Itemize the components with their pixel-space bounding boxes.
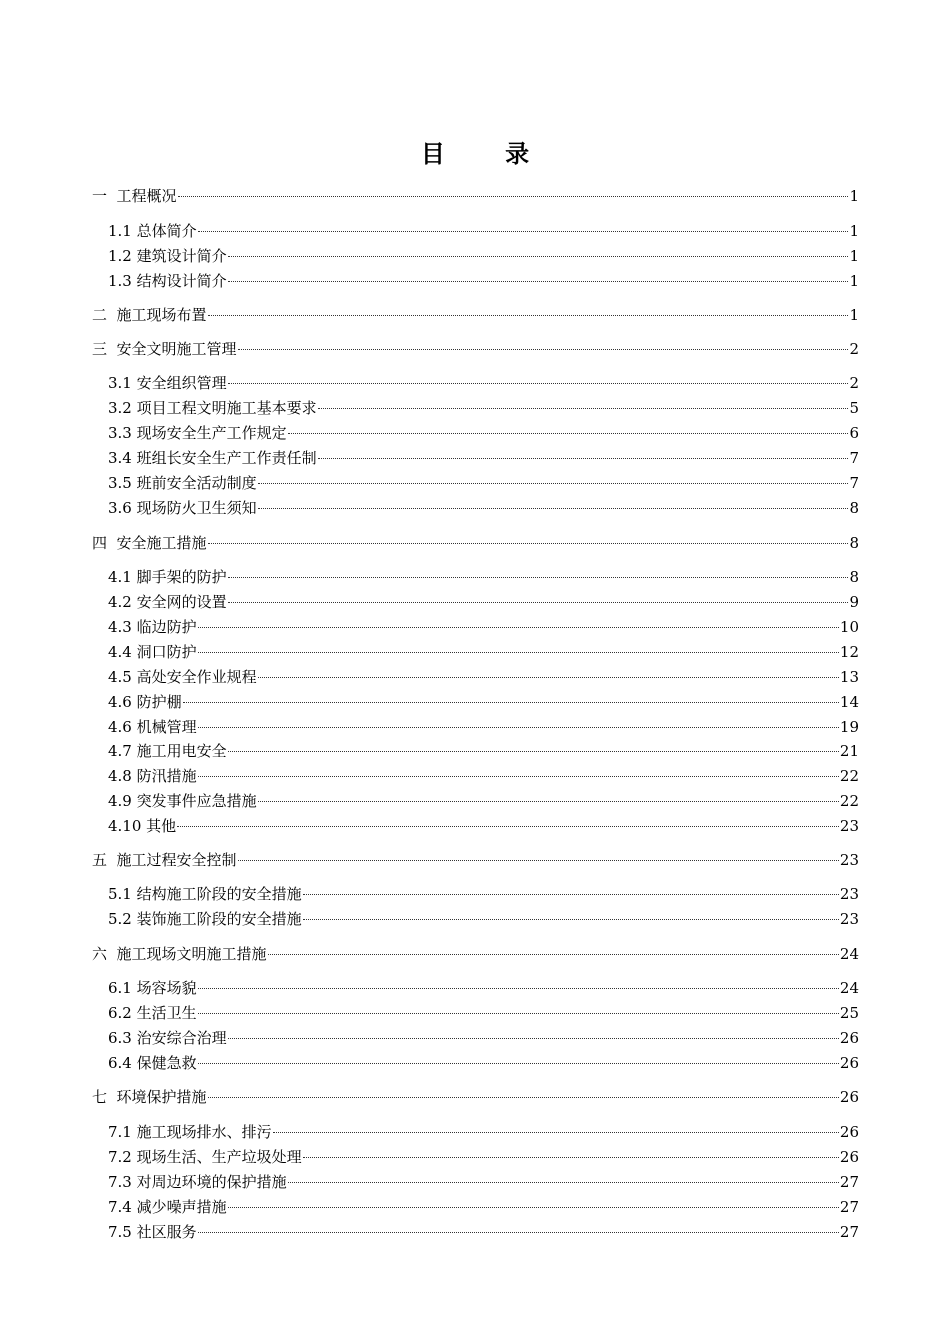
dot-leader	[198, 652, 839, 653]
toc-entry-page-number: 26	[839, 1088, 859, 1106]
toc-entry-page-number: 27	[839, 1173, 859, 1191]
dot-leader	[228, 281, 849, 282]
toc-chapter-entry[interactable]	[92, 304, 859, 326]
dot-leader	[228, 1207, 839, 1208]
dot-leader	[198, 1232, 839, 1233]
toc-entry-page-number: 27	[839, 1198, 859, 1216]
toc-entry-label: 6.1 场容场貌	[108, 979, 197, 997]
toc-entry-page-number: 23	[839, 817, 859, 835]
toc-entry-page-number: 22	[839, 792, 859, 810]
dot-leader	[303, 919, 839, 920]
toc-entry-page-number: 8	[849, 534, 859, 552]
dot-leader	[288, 1182, 839, 1183]
dot-leader	[238, 349, 849, 350]
dot-leader	[178, 196, 849, 197]
toc-section-entry[interactable]	[108, 1052, 859, 1074]
toc-entry-label: 4.4 洞口防护	[108, 643, 197, 661]
toc-entry-label: 5.1 结构施工阶段的安全措施	[108, 885, 302, 903]
toc-section-entry[interactable]	[108, 270, 859, 292]
toc-entry-label: 四 安全施工措施	[92, 534, 207, 552]
dot-leader	[258, 508, 849, 509]
toc-section-entry[interactable]	[108, 245, 859, 267]
dot-leader	[198, 776, 839, 777]
toc-entry-label: 4.9 突发事件应急措施	[108, 792, 257, 810]
toc-entry-page-number: 5	[849, 399, 859, 417]
toc-entry-label: 一 工程概况	[92, 187, 177, 205]
toc-entry-page-number: 1	[849, 222, 859, 240]
toc-entry-page-number: 24	[839, 979, 859, 997]
toc-entry-label: 4.8 防汛措施	[108, 767, 197, 785]
dot-leader	[198, 1013, 839, 1014]
toc-section-entry[interactable]	[108, 908, 859, 930]
toc-entry-label: 4.6 防护棚	[108, 693, 182, 711]
toc-entry-label: 五 施工过程安全控制	[92, 851, 237, 869]
dot-leader	[177, 826, 839, 827]
toc-entry-label: 1.3 结构设计简介	[108, 272, 227, 290]
toc-section-entry[interactable]	[108, 397, 859, 419]
toc-entry-label: 7.3 对周边环境的保护措施	[108, 1173, 287, 1191]
dot-leader	[198, 231, 849, 232]
toc-section-entry[interactable]	[108, 1171, 859, 1193]
toc-entry-label: 二 施工现场布置	[92, 306, 207, 324]
toc-entry-label: 6.4 保健急救	[108, 1054, 197, 1072]
dot-leader	[288, 433, 849, 434]
dot-leader	[198, 1063, 839, 1064]
dot-leader	[228, 383, 849, 384]
toc-section-entry[interactable]	[108, 616, 859, 638]
toc-entry-label: 3.4 班组长安全生产工作责任制	[108, 449, 317, 467]
toc-section-entry[interactable]	[108, 220, 859, 242]
dot-leader	[183, 702, 839, 703]
toc-section-entry[interactable]	[108, 566, 859, 588]
toc-section-entry[interactable]	[108, 591, 859, 613]
toc-entry-page-number: 6	[849, 424, 859, 442]
toc-entry-page-number: 26	[839, 1123, 859, 1141]
toc-chapter-entry[interactable]	[92, 943, 859, 965]
toc-section-entry[interactable]	[108, 691, 859, 713]
toc-entry-page-number: 1	[849, 272, 859, 290]
toc-section-entry[interactable]	[108, 497, 859, 519]
toc-section-entry[interactable]	[108, 1002, 859, 1024]
toc-entry-page-number: 23	[839, 885, 859, 903]
toc-entry-page-number: 2	[849, 340, 859, 358]
toc-entry-label: 4.1 脚手架的防护	[108, 568, 227, 586]
dot-leader	[198, 727, 839, 728]
toc-section-entry[interactable]	[108, 790, 859, 812]
toc-entry-label: 7.2 现场生活、生产垃圾处理	[108, 1148, 302, 1166]
toc-entry-page-number: 7	[849, 449, 859, 467]
toc-entry-label: 1.2 建筑设计简介	[108, 247, 227, 265]
dot-leader	[303, 1157, 839, 1158]
dot-leader	[228, 577, 849, 578]
toc-entry-page-number: 8	[849, 568, 859, 586]
toc-entry-page-number: 23	[839, 851, 859, 869]
dot-leader	[318, 408, 849, 409]
dot-leader	[208, 543, 849, 544]
toc-section-entry[interactable]	[108, 372, 859, 394]
toc-section-entry[interactable]	[108, 422, 859, 444]
toc-section-entry[interactable]	[108, 1196, 859, 1218]
toc-entry-label: 3.5 班前安全活动制度	[108, 474, 257, 492]
dot-leader	[228, 751, 839, 752]
toc-entry-page-number: 24	[839, 945, 859, 963]
dot-leader	[228, 1038, 839, 1039]
toc-section-entry[interactable]	[108, 977, 859, 999]
toc-entry-page-number: 7	[849, 474, 859, 492]
toc-entry-page-number: 14	[839, 693, 859, 711]
dot-leader	[258, 801, 839, 802]
toc-entry-label: 5.2 装饰施工阶段的安全措施	[108, 910, 302, 928]
toc-chapter-entry[interactable]	[92, 849, 859, 871]
dot-leader	[228, 602, 849, 603]
toc-section-entry[interactable]	[108, 666, 859, 688]
dot-leader	[198, 988, 839, 989]
toc-title: 目 录	[420, 140, 556, 168]
toc-section-entry[interactable]	[108, 716, 859, 738]
toc-section-entry[interactable]	[108, 1221, 859, 1243]
toc-entry-page-number: 25	[839, 1004, 859, 1022]
toc-entry-page-number: 2	[849, 374, 859, 392]
toc-entry-label: 3.3 现场安全生产工作规定	[108, 424, 287, 442]
toc-section-entry[interactable]	[108, 740, 859, 762]
toc-entry-label: 六 施工现场文明施工措施	[92, 945, 267, 963]
toc-entry-label: 4.10 其他	[108, 817, 177, 835]
toc-entry-label: 3.2 项目工程文明施工基本要求	[108, 399, 317, 417]
toc-entry-page-number: 12	[839, 643, 859, 661]
toc-section-entry[interactable]	[108, 641, 859, 663]
toc-entry-label: 7.5 社区服务	[108, 1223, 197, 1241]
toc-entry-label: 6.2 生活卫生	[108, 1004, 197, 1022]
toc-entry-page-number: 10	[839, 618, 859, 636]
toc-entry-label: 4.2 安全网的设置	[108, 593, 227, 611]
dot-leader	[208, 315, 849, 316]
toc-entry-page-number: 19	[839, 718, 859, 736]
toc-entry-page-number: 23	[839, 910, 859, 928]
toc-entry-page-number: 1	[849, 247, 859, 265]
toc-entry-label: 6.3 治安综合治理	[108, 1029, 227, 1047]
toc-entry-page-number: 13	[839, 668, 859, 686]
toc-entry-label: 1.1 总体简介	[108, 222, 197, 240]
toc-entry-label: 三 安全文明施工管理	[92, 340, 237, 358]
toc-entry-label: 4.6 机械管理	[108, 718, 197, 736]
dot-leader	[258, 677, 839, 678]
toc-entry-page-number: 9	[849, 593, 859, 611]
toc-section-entry[interactable]	[108, 815, 859, 837]
toc-entry-label: 4.7 施工用电安全	[108, 742, 227, 760]
dot-leader	[228, 256, 849, 257]
dot-leader	[238, 860, 839, 861]
toc-entry-label: 4.3 临边防护	[108, 618, 197, 636]
toc-section-entry[interactable]	[108, 1121, 859, 1143]
toc-chapter-entry[interactable]	[92, 338, 859, 360]
toc-chapter-entry[interactable]	[92, 532, 859, 554]
toc-entry-label: 3.1 安全组织管理	[108, 374, 227, 392]
toc-entry-page-number: 27	[839, 1223, 859, 1241]
toc-entry-label: 七 环境保护措施	[92, 1088, 207, 1106]
toc-section-entry[interactable]	[108, 447, 859, 469]
dot-leader	[268, 954, 839, 955]
toc-section-entry[interactable]	[108, 1027, 859, 1049]
toc-entry-page-number: 1	[849, 306, 859, 324]
toc-section-entry[interactable]	[108, 883, 859, 905]
toc-entry-page-number: 26	[839, 1054, 859, 1072]
toc-section-entry[interactable]	[108, 765, 859, 787]
toc-entry-label: 4.5 高处安全作业规程	[108, 668, 257, 686]
dot-leader	[318, 458, 849, 459]
toc-chapter-entry[interactable]	[92, 185, 859, 207]
dot-leader	[208, 1097, 839, 1098]
dot-leader	[273, 1132, 839, 1133]
dot-leader	[303, 894, 839, 895]
toc-entry-label: 7.1 施工现场排水、排污	[108, 1123, 272, 1141]
toc-entry-page-number: 26	[839, 1029, 859, 1047]
dot-leader	[198, 627, 839, 628]
toc-entry-page-number: 22	[839, 767, 859, 785]
toc-entry-label: 7.4 减少噪声措施	[108, 1198, 227, 1216]
toc-section-entry[interactable]	[108, 1146, 859, 1168]
dot-leader	[258, 483, 849, 484]
toc-entry-label: 3.6 现场防火卫生须知	[108, 499, 257, 517]
toc-section-entry[interactable]	[108, 472, 859, 494]
toc-entry-page-number: 8	[849, 499, 859, 517]
toc-chapter-entry[interactable]	[92, 1086, 859, 1108]
toc-entry-page-number: 26	[839, 1148, 859, 1166]
toc-entry-page-number: 21	[839, 742, 859, 760]
toc-entry-page-number: 1	[849, 187, 859, 205]
